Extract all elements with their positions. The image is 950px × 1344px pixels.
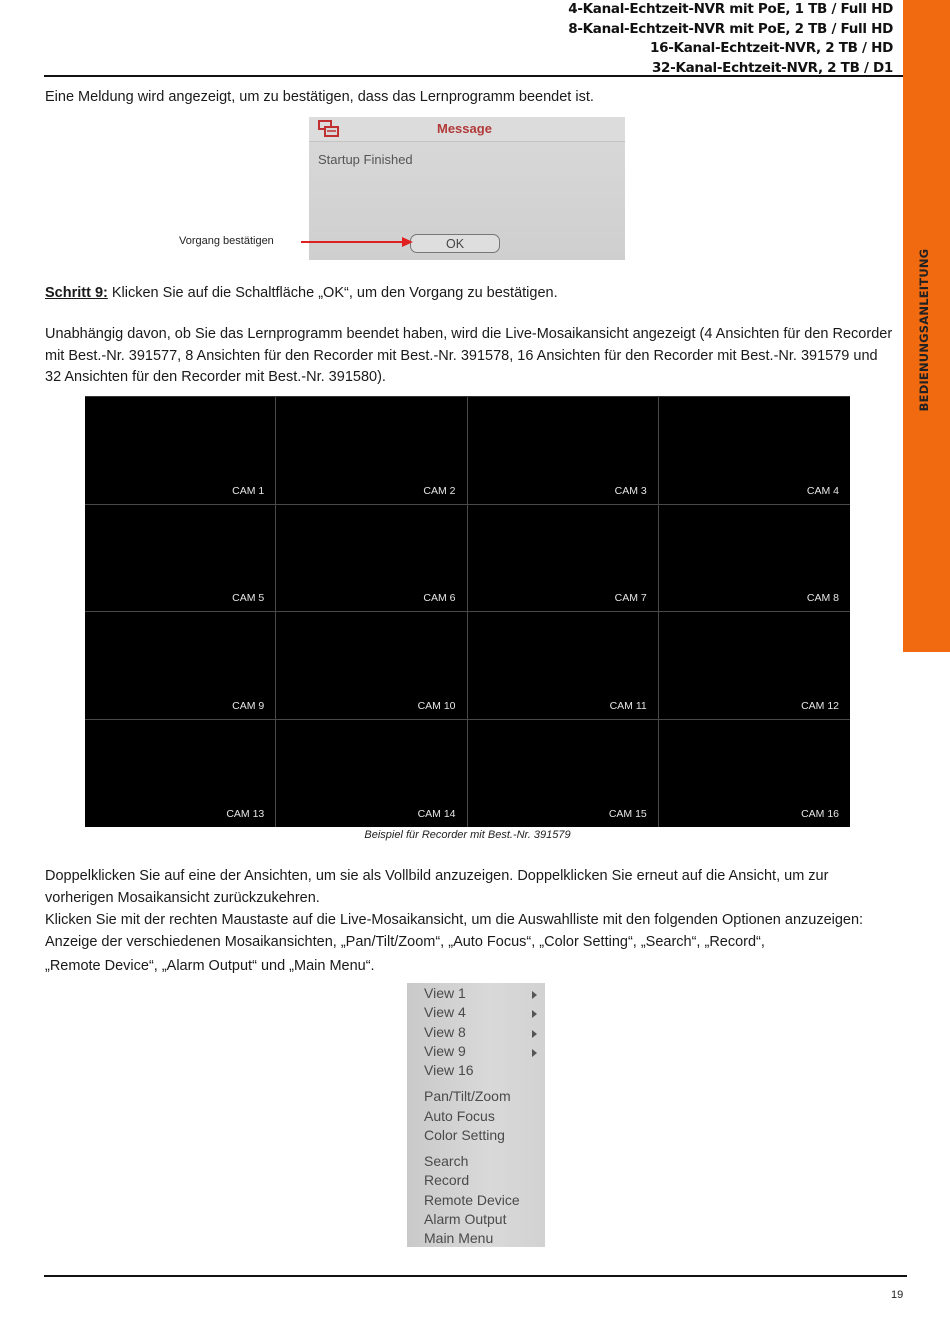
paragraph-live-view: Unabhängig davon, ob Sie das Lernprogramm beendet haben, wird die Live-Mosaikansicht angezeigt (4 Ansichten für den Recorder mit Best.-Nr. 391577, 8 Ansichten für den Recorder mit Best.-Nr. 391578, 16 Ansichten für den Recorder mit Best.-Nr. 391579 und 32 Ansichten für den Recorder mit Best.-Nr. 391580). [45,326,893,385]
menu-item-search[interactable]: Search [424,1153,469,1169]
camera-label: CAM 4 [806,484,839,497]
camera-view[interactable] [85,612,276,720]
callout-label: Vorgang bestätigen [179,235,274,247]
header-line: 8-Kanal-Echtzeit-NVR mit PoE, 2 TB / Full HD [568,20,893,37]
menu-item-view-4[interactable]: View 4 [424,1004,466,1020]
ok-button[interactable]: OK [410,234,500,253]
camera-label: CAM 10 [417,699,456,712]
camera-view[interactable] [276,720,467,828]
camera-label: CAM 11 [609,699,647,712]
camera-label: CAM 1 [232,484,265,497]
camera-view[interactable] [276,612,467,720]
camera-label: CAM 3 [614,484,647,497]
camera-view[interactable] [659,505,850,613]
camera-view[interactable] [85,505,276,613]
menu-item-view-9[interactable]: View 9 [424,1043,466,1059]
camera-label: CAM 12 [801,699,839,712]
camera-view[interactable] [659,397,850,505]
menu-item-auto-focus[interactable]: Auto Focus [424,1108,495,1124]
footer-divider [44,1275,907,1277]
camera-label: CAM 5 [232,592,265,604]
message-title: Message [437,121,492,136]
camera-label: CAM 16 [801,808,839,820]
camera-label: CAM 2 [423,484,456,497]
camera-view[interactable] [468,505,659,613]
submenu-arrow-icon [532,1030,537,1038]
header-divider [44,75,903,77]
camera-mosaic-grid [85,396,850,827]
camera-label: CAM 8 [806,592,839,604]
camera-view[interactable] [276,505,467,613]
step-9-text: Klicken Sie auf die Schaltfläche „OK“, um den Vorgang zu bestätigen. [107,285,558,301]
menu-item-remote-device[interactable]: Remote Device [424,1192,520,1208]
message-titlebar [309,117,625,142]
submenu-arrow-icon [532,991,537,999]
menu-item-view-8[interactable]: View 8 [424,1024,466,1040]
menu-item-color-setting[interactable]: Color Setting [424,1127,505,1143]
header-line: 4-Kanal-Echtzeit-NVR mit PoE, 1 TB / Full HD [568,1,893,17]
intro-text: Eine Meldung wird angezeigt, um zu bestätigen, dass das Lernprogramm beendet ist. [45,89,594,105]
camera-view[interactable] [659,720,850,828]
menu-item-view-1[interactable]: View 1 [424,985,466,1001]
step-9 [45,283,558,305]
submenu-arrow-icon [532,1010,537,1018]
header-line: 32-Kanal-Echtzeit-NVR, 2 TB / D1 [651,59,893,76]
camera-view[interactable] [468,720,659,828]
menu-item-pan-tilt-zoom[interactable]: Pan/Tilt/Zoom [424,1088,511,1104]
step-9-label: Schritt 9: [45,285,108,301]
page-number: 19 [891,1289,904,1301]
menu-item-main-menu[interactable]: Main Menu [424,1230,494,1246]
paragraph-doubleclick: Doppelklicken Sie auf eine der Ansichten, um sie als Vollbild anzuzeigen. Doppelklicken Sie erneut auf die Ansicht, um zur vorherigen Mosaikansicht zurückzukehren. [45,868,829,906]
camera-view[interactable] [468,612,659,720]
context-menu-screenshot [407,983,545,1247]
camera-view[interactable] [85,397,276,505]
camera-label: CAM 15 [608,808,647,820]
camera-label: CAM 13 [226,808,265,820]
camera-view[interactable] [85,720,276,828]
side-tab-label: BEDIENUNGSANLEITUNG [917,248,931,412]
camera-view[interactable] [659,612,850,720]
menu-item-record[interactable]: Record [424,1172,470,1188]
grid-caption: Beispiel für Recorder mit Best.-Nr. 391579 [364,829,571,841]
header-product-titles [568,0,893,78]
menu-item-view-16[interactable]: View 16 [424,1062,474,1078]
camera-label: CAM 9 [232,699,265,712]
camera-view[interactable] [276,397,467,505]
menu-item-alarm-output[interactable]: Alarm Output [424,1211,507,1227]
paragraph-rightclick: Klicken Sie mit der rechten Maustaste auf die Live-Mosaikansicht, um die Auswahlliste mit den folgenden Optionen anzuzeigen: Anzeige der verschiedenen Mosaikansichten, „Pan/Tilt/Zoom“, „Auto Focus“, „Color Setting“, „Search“, „Record“, [45,912,864,950]
camera-label: CAM 14 [417,808,456,820]
submenu-arrow-icon [532,1049,537,1057]
message-window-icon [318,120,340,138]
paragraph-rightclick-continued: „Remote Device“, „Alarm Output“ und „Main Menu“. [45,958,375,974]
camera-label: CAM 7 [614,592,647,604]
message-text: Startup Finished [318,152,413,167]
camera-view[interactable] [468,397,659,505]
callout-arrow-icon [298,235,418,249]
header-line: 16-Kanal-Echtzeit-NVR, 2 TB / HD [650,40,893,56]
camera-label: CAM 6 [423,592,456,604]
